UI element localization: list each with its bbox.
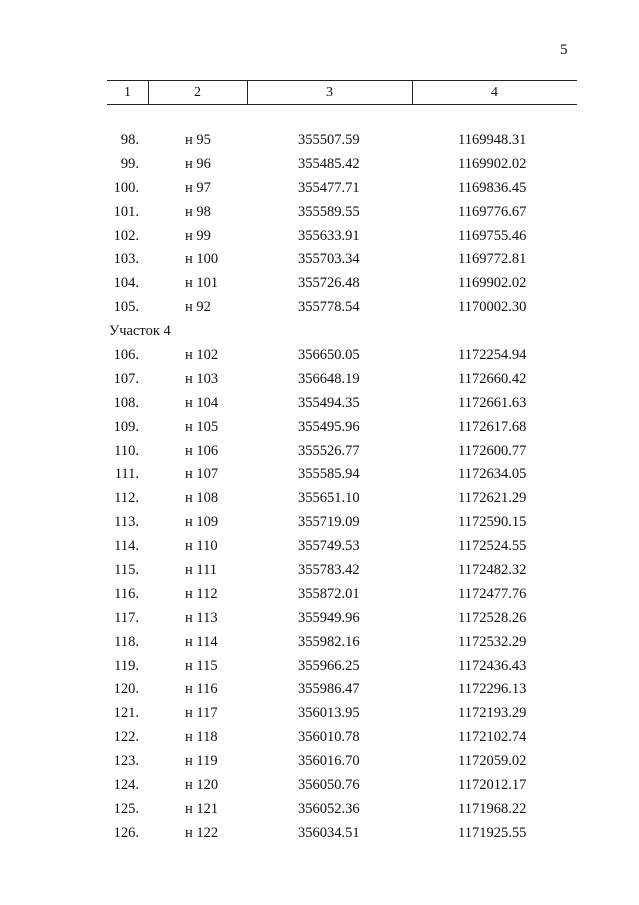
x-coordinate: 355633.91 <box>298 227 360 244</box>
x-coordinate: 356013.95 <box>298 705 360 722</box>
point-name: н 109 <box>185 514 219 531</box>
header-col-4: 4 <box>491 85 498 100</box>
row-number: 109. <box>113 418 139 435</box>
table-row <box>0 132 639 156</box>
y-coordinate: 1172059.02 <box>458 753 527 770</box>
table-row <box>0 562 639 586</box>
x-coordinate: 355982.16 <box>298 633 360 650</box>
table-row <box>0 729 639 753</box>
x-coordinate: 355703.34 <box>298 251 360 268</box>
table-row <box>0 538 639 562</box>
row-number: 112. <box>114 490 139 507</box>
point-name: н 104 <box>185 394 219 411</box>
point-name: н 112 <box>185 585 218 602</box>
point-name: н 100 <box>185 251 219 268</box>
point-name: н 118 <box>185 729 218 746</box>
y-coordinate: 1172012.17 <box>458 777 527 794</box>
header-col-1: 1 <box>124 85 131 100</box>
point-name: н 116 <box>185 681 218 698</box>
row-number: 125. <box>113 800 139 817</box>
y-coordinate: 1172532.29 <box>458 633 527 650</box>
table-row <box>0 180 639 204</box>
point-name: н 114 <box>185 633 218 650</box>
y-coordinate: 1172102.74 <box>458 729 527 746</box>
y-coordinate: 1172477.76 <box>458 585 527 602</box>
y-coordinate: 1169902.02 <box>458 155 527 172</box>
row-number: 104. <box>113 275 139 292</box>
point-name: н 96 <box>185 155 211 172</box>
point-name: н 95 <box>185 132 211 148</box>
x-coordinate: 355477.71 <box>298 179 360 196</box>
y-coordinate: 1169902.02 <box>458 275 527 292</box>
table-row <box>0 705 639 729</box>
point-name: н 108 <box>185 490 219 507</box>
y-coordinate: 1172482.32 <box>458 562 527 579</box>
row-number: 105. <box>113 299 139 316</box>
point-name: н 102 <box>185 347 219 364</box>
point-name: н 121 <box>185 800 219 817</box>
table-row <box>0 395 639 419</box>
x-coordinate: 355651.10 <box>298 490 360 507</box>
y-coordinate: 1172621.29 <box>458 490 527 507</box>
table-row <box>0 586 639 610</box>
row-number: 121. <box>113 705 139 722</box>
y-coordinate: 1172661.63 <box>458 394 527 411</box>
x-coordinate: 355526.77 <box>298 442 360 459</box>
x-coordinate: 356034.51 <box>298 824 360 841</box>
point-name: н 99 <box>185 227 211 244</box>
row-number: 118. <box>114 633 139 650</box>
x-coordinate: 355966.25 <box>298 657 360 674</box>
table-row <box>0 371 639 395</box>
table-row <box>0 610 639 634</box>
point-name: н 117 <box>185 705 218 722</box>
point-name: н 119 <box>185 753 218 770</box>
point-name: н 110 <box>185 538 218 555</box>
table-row <box>0 299 639 323</box>
point-name: н 113 <box>185 609 218 626</box>
x-coordinate: 355507.59 <box>298 132 360 148</box>
point-name: н 105 <box>185 418 219 435</box>
row-number: 115. <box>114 562 139 579</box>
x-coordinate: 356050.76 <box>298 777 360 794</box>
x-coordinate: 356648.19 <box>298 370 360 387</box>
table-row <box>0 443 639 467</box>
x-coordinate: 355783.42 <box>298 562 360 579</box>
coordinates-table-body <box>0 132 639 849</box>
section-label <box>0 323 639 347</box>
row-number: 106. <box>113 347 139 364</box>
x-coordinate: 355986.47 <box>298 681 360 698</box>
header-col-2: 2 <box>194 85 201 100</box>
row-number: 126. <box>113 824 139 841</box>
x-coordinate: 355949.96 <box>298 609 360 626</box>
point-name: н 92 <box>185 299 211 316</box>
y-coordinate: 1172617.68 <box>458 418 527 435</box>
y-coordinate: 1172524.55 <box>458 538 527 555</box>
y-coordinate: 1172600.77 <box>458 442 527 459</box>
y-coordinate: 1169948.31 <box>458 132 527 148</box>
x-coordinate: 356016.70 <box>298 753 360 770</box>
y-coordinate: 1172660.42 <box>458 370 527 387</box>
y-coordinate: 1171925.55 <box>458 824 527 841</box>
y-coordinate: 1172436.43 <box>458 657 527 674</box>
table-row <box>0 634 639 658</box>
table-header <box>107 80 577 105</box>
x-coordinate: 355589.55 <box>298 203 360 220</box>
row-number: 120. <box>113 681 139 698</box>
row-number: 103. <box>113 251 139 268</box>
header-col-3: 3 <box>326 85 333 100</box>
x-coordinate: 355778.54 <box>298 299 360 316</box>
table-row <box>0 275 639 299</box>
row-number: 110. <box>114 442 139 459</box>
row-number: 102. <box>113 227 139 244</box>
point-name: н 115 <box>185 657 218 674</box>
row-number: 98. <box>120 132 139 148</box>
x-coordinate: 355495.96 <box>298 418 360 435</box>
row-number: 117. <box>114 609 139 626</box>
table-row <box>0 801 639 825</box>
y-coordinate: 1172296.13 <box>458 681 527 698</box>
y-coordinate: 1169772.81 <box>458 251 527 268</box>
y-coordinate: 1172193.29 <box>458 705 527 722</box>
row-number: 116. <box>114 585 139 602</box>
table-row <box>0 825 639 849</box>
y-coordinate: 1172528.26 <box>458 609 527 626</box>
row-number: 119. <box>114 657 139 674</box>
point-name: н 111 <box>185 562 218 579</box>
y-coordinate: 1169755.46 <box>458 227 527 244</box>
table-row <box>0 156 639 180</box>
table-row <box>0 490 639 514</box>
y-coordinate: 1172254.94 <box>458 347 527 364</box>
x-coordinate: 356052.36 <box>298 800 360 817</box>
row-number: 122. <box>113 729 139 746</box>
row-number: 111. <box>114 466 139 483</box>
row-number: 101. <box>113 203 139 220</box>
x-coordinate: 355872.01 <box>298 585 360 602</box>
point-name: н 101 <box>185 275 219 292</box>
row-number: 123. <box>113 753 139 770</box>
x-coordinate: 355494.35 <box>298 394 360 411</box>
x-coordinate: 355485.42 <box>298 155 360 172</box>
table-row <box>0 347 639 371</box>
point-name: н 106 <box>185 442 219 459</box>
y-coordinate: 1170002.30 <box>458 299 527 316</box>
table-row <box>0 681 639 705</box>
row-number: 114. <box>114 538 139 555</box>
x-coordinate: 356650.05 <box>298 347 360 364</box>
point-name: н 103 <box>185 370 219 387</box>
y-coordinate: 1171968.22 <box>458 800 527 817</box>
row-number: 100. <box>113 179 139 196</box>
row-number: 108. <box>113 394 139 411</box>
table-row <box>0 466 639 490</box>
row-number: 99. <box>120 155 139 172</box>
section-label-text: Участок 4 <box>109 323 171 340</box>
page-number: 5 <box>560 42 568 58</box>
point-name: н 107 <box>185 466 219 483</box>
table-row <box>0 228 639 252</box>
y-coordinate: 1169836.45 <box>458 179 527 196</box>
x-coordinate: 355719.09 <box>298 514 360 531</box>
point-name: н 98 <box>185 203 211 220</box>
table-row <box>0 514 639 538</box>
y-coordinate: 1172590.15 <box>458 514 527 531</box>
table-row <box>0 251 639 275</box>
x-coordinate: 356010.78 <box>298 729 360 746</box>
table-row <box>0 753 639 777</box>
table-row <box>0 658 639 682</box>
x-coordinate: 355726.48 <box>298 275 360 292</box>
table-row <box>0 419 639 443</box>
point-name: н 120 <box>185 777 219 794</box>
row-number: 124. <box>113 777 139 794</box>
x-coordinate: 355749.53 <box>298 538 360 555</box>
table-row <box>0 777 639 801</box>
row-number: 107. <box>113 370 139 387</box>
y-coordinate: 1172634.05 <box>458 466 527 483</box>
row-number: 113. <box>114 514 139 531</box>
point-name: н 97 <box>185 179 211 196</box>
point-name: н 122 <box>185 824 219 841</box>
table-row <box>0 204 639 228</box>
y-coordinate: 1169776.67 <box>458 203 527 220</box>
x-coordinate: 355585.94 <box>298 466 360 483</box>
